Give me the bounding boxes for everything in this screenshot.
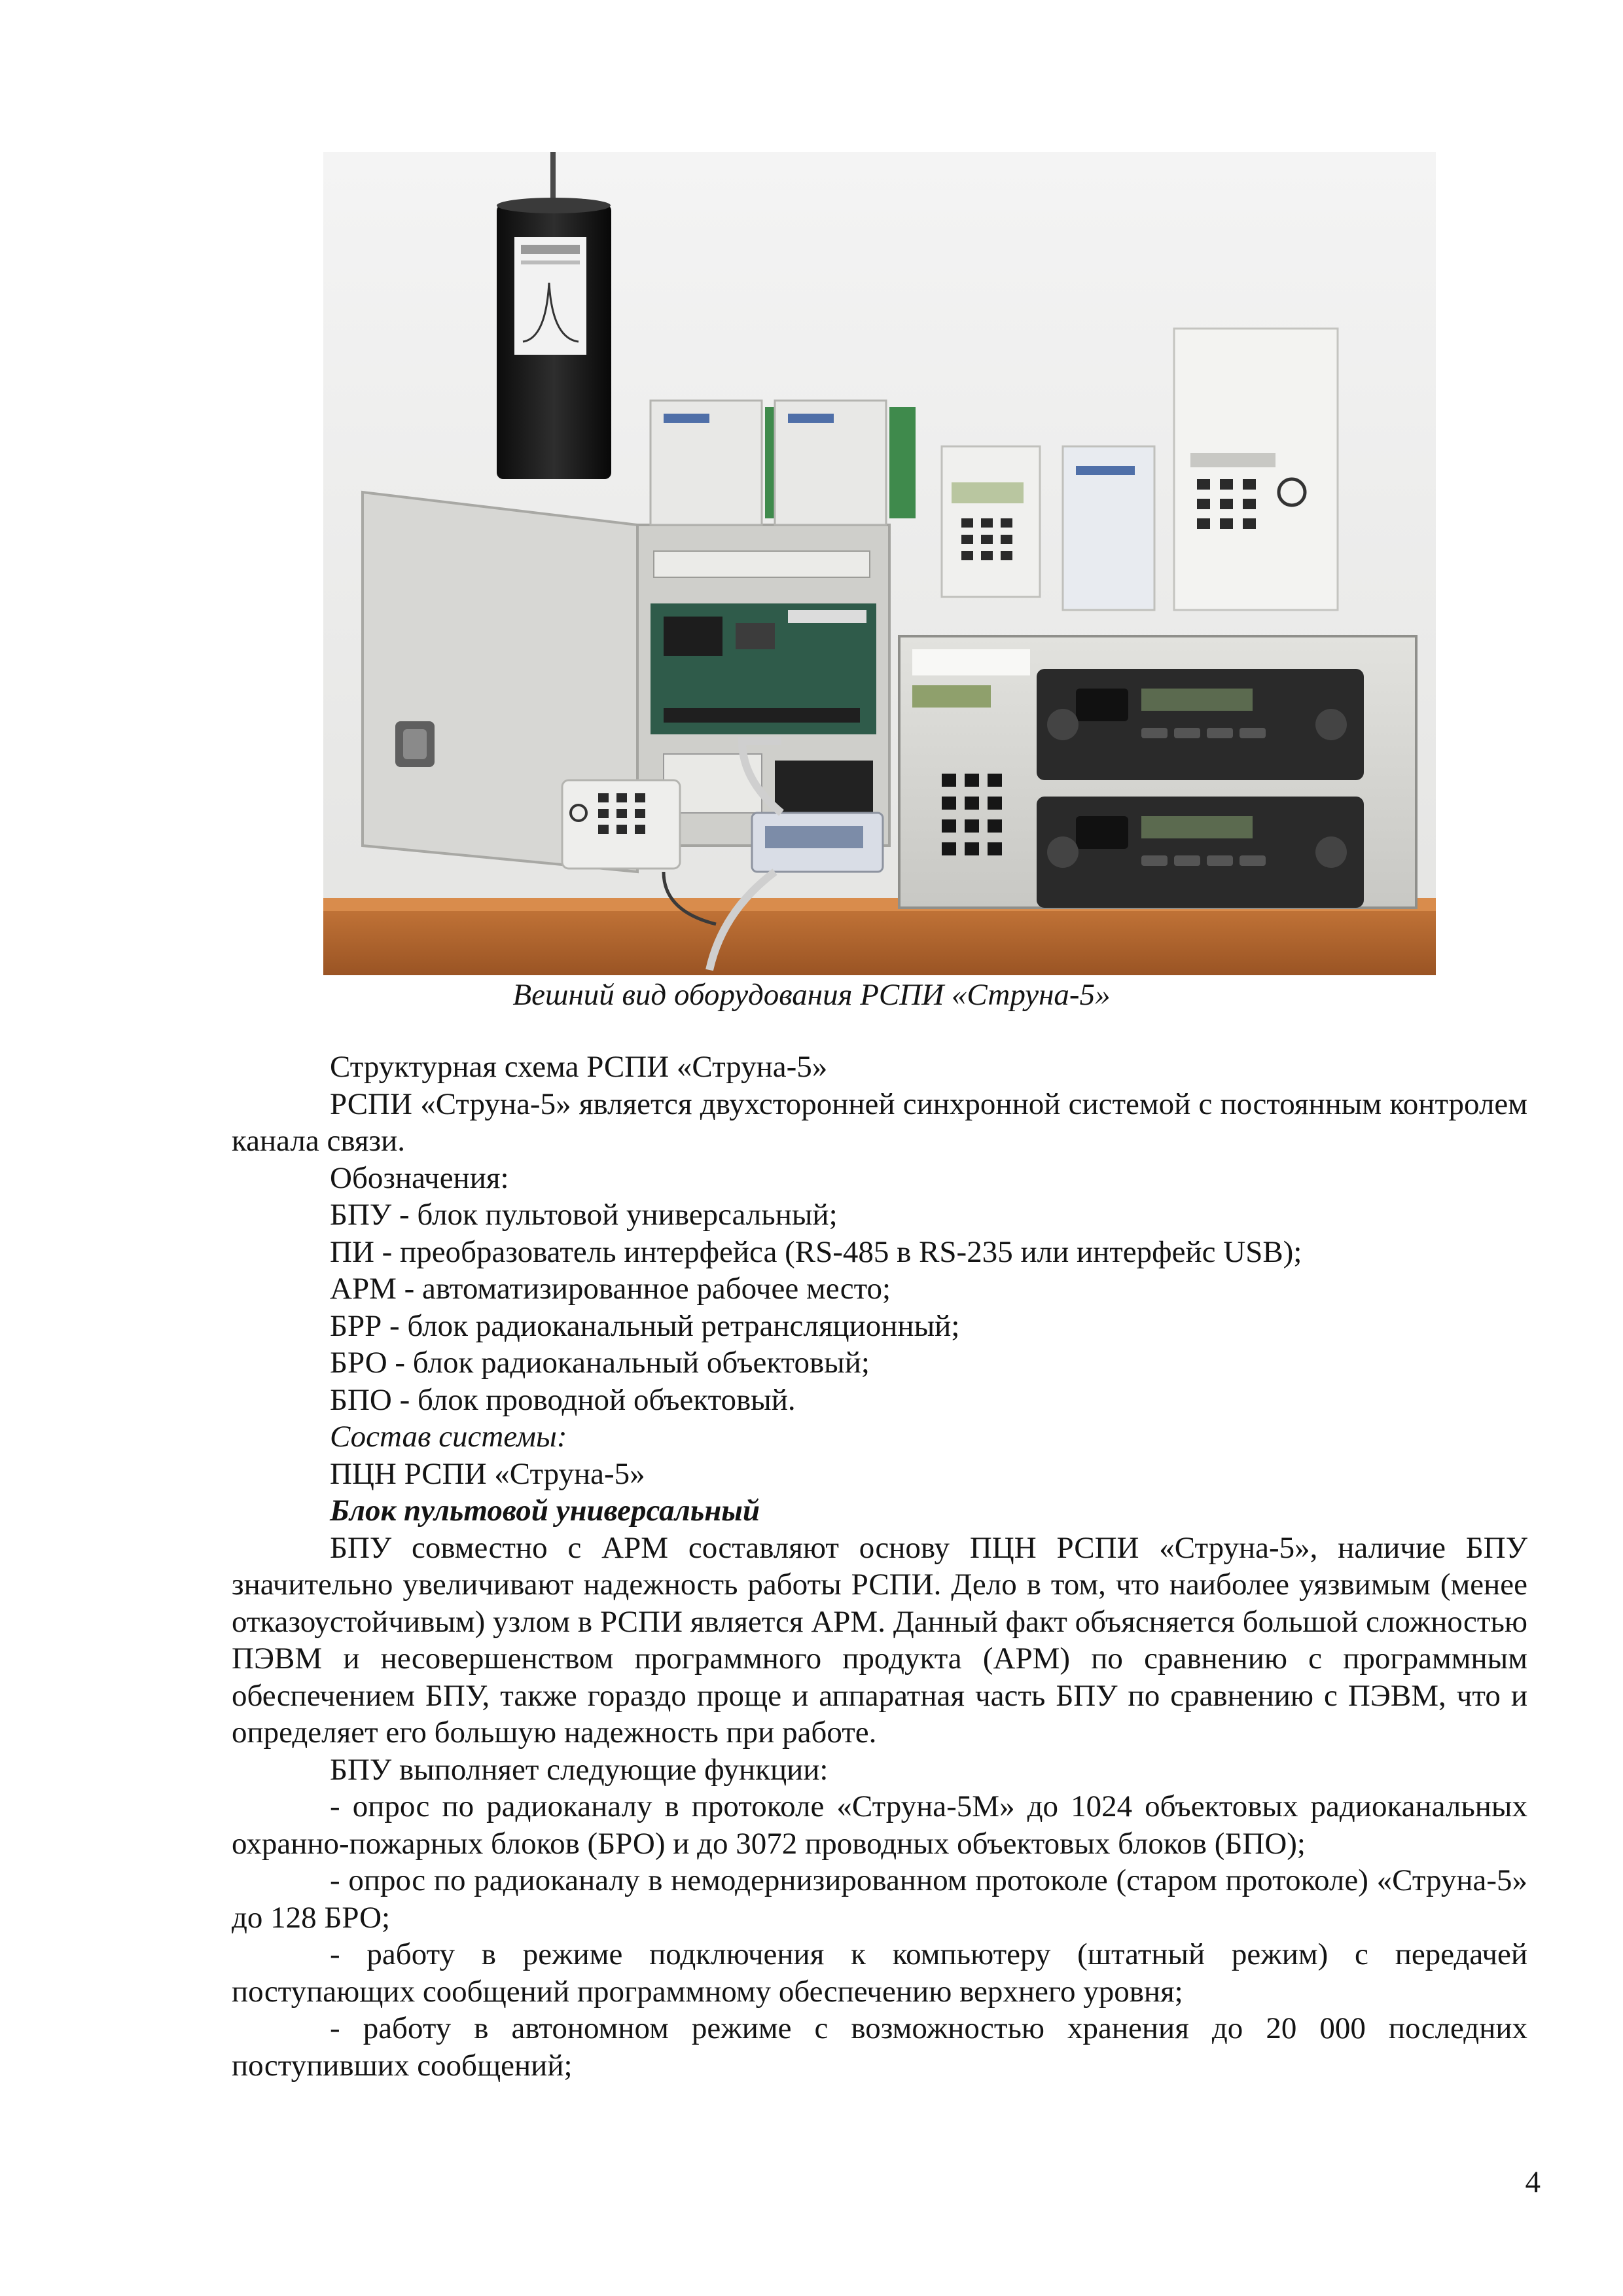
system-composition-heading: Состав системы: (330, 1420, 567, 1454)
legend-heading: Обозначения: (330, 1160, 509, 1195)
paragraph: БПУ совместно с АРМ составляют основу ПЦН РСПИ «Струна-5», наличие БПУ значительно увеличивают надежность работы РСПИ. Дело в том, что наиболее уязвимым (менее отказоустойчивым) узлом в РСПИ является АРМ. Данный факт объясняется большой сложностью ПЭВМ и несовершенством программного продукта (АРМ) по сравнению с программным обеспечением БПУ, также гораздо проще и аппаратная часть БПУ по сравнению с ПЭВМ, что и определяет его большую надежность при работе. (232, 1530, 1527, 1749)
function-item: - работу в автономном режиме с возможностью хранения до 20 000 последних поступивших сообщений; (232, 2011, 1527, 2083)
legend-item: БРР - блок радиоканальный ретрансляционный; (330, 1308, 960, 1343)
legend-item: БРО - блок радиоканальный объектовый; (330, 1346, 870, 1380)
function-item: - опрос по радиоканалу в протоколе «Струна-5М» до 1024 объектовых радиоканальных охранно-пожарных блоков (БРО) и до 3072 проводных объектовых блоков (БПО); (232, 1789, 1527, 1861)
page-number: 4 (1525, 2165, 1541, 2199)
equipment-photo (323, 152, 1436, 975)
equipment-illustration (323, 152, 1436, 975)
paragraph: РСПИ «Струна-5» является двухсторонней синхронной системой с постоянным контролем канала связи. (232, 1086, 1527, 1158)
pcn-heading: ПЦН РСПИ «Струна-5» (330, 1456, 645, 1491)
legend-item: АРМ - автоматизированное рабочее место; (330, 1272, 891, 1306)
legend-item: ПИ - преобразователь интерфейса (RS-485 в RS-235 или интерфейс USB); (330, 1234, 1302, 1269)
body-text (232, 1049, 1527, 2084)
function-item: - работу в режиме подключения к компьютеру (штатный режим) с передачей поступающих сообщений программному обеспечению верхнего уровня; (232, 1937, 1527, 2009)
function-item: - опрос по радиоканалу в немодернизированном протоколе (старом протоколе) «Струна-5» до 128 БРО; (232, 1863, 1527, 1935)
section-heading-structure: Структурная схема РСПИ «Струна-5» (330, 1050, 828, 1084)
legend-item: БПУ - блок пультовой универсальный; (330, 1198, 838, 1232)
figure-caption: Вешний вид оборудования РСПИ «Струна-5» (512, 978, 1111, 1012)
legend-item: БПО - блок проводной объектовый. (330, 1382, 796, 1417)
functions-heading: БПУ выполняет следующие функции: (330, 1752, 829, 1787)
bpu-heading: Блок пультовой универсальный (330, 1494, 760, 1528)
